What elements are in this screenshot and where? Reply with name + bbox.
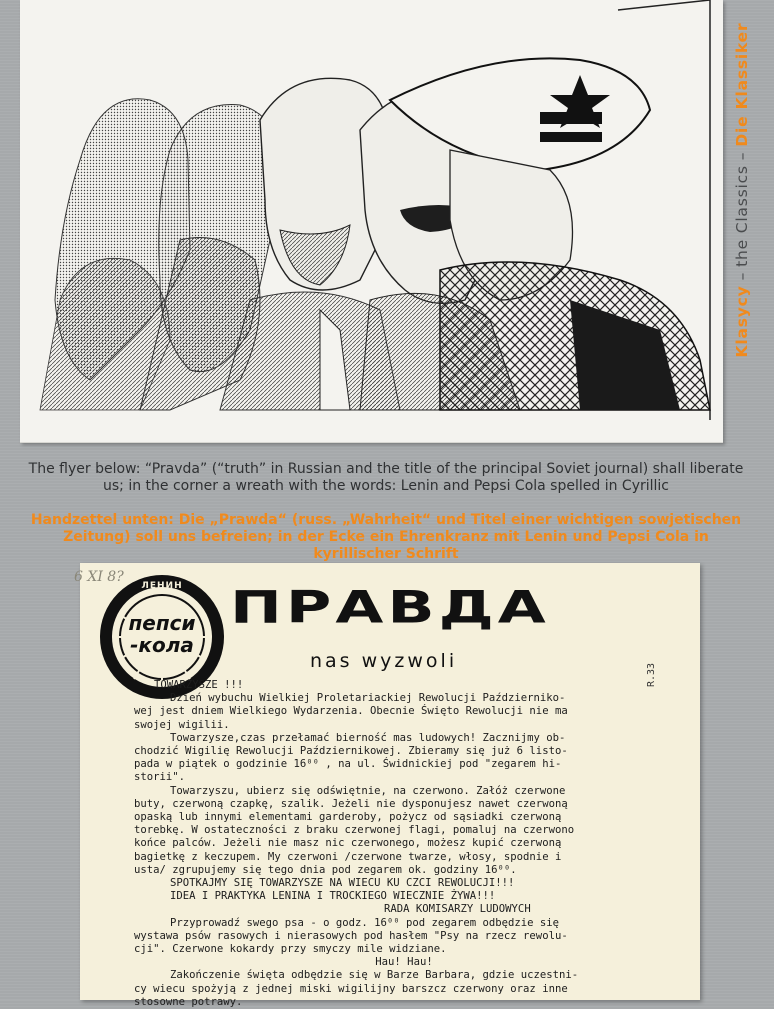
title-polish: Klasycy bbox=[733, 285, 751, 358]
caption-german: Handzettel unten: Die „Prawda“ (russ. „Wahrheit“ und Titel einer wichtigen sowjetischen Zeitung) soll uns befreien; in der Ecke ein Ehrenkranz mit Lenin und Pepsi Cola in kyrillischer Schrift bbox=[30, 512, 742, 562]
flyer-line: storii". bbox=[134, 771, 186, 784]
title-separator: – bbox=[733, 271, 751, 281]
flyer-line: cy wiecu spożyją z jednej miski wigilijny barszcz czerwony oraz inne bbox=[134, 982, 568, 995]
flyer-subheadline: nas wyzwoli bbox=[310, 650, 458, 672]
flyer-line: pada w piątek o godzinie 16⁰⁰ , na ul. Świdnickiej pod "zegarem hi- bbox=[134, 758, 562, 771]
title-english: the Classics bbox=[733, 165, 751, 267]
handwritten-note: 6 XI 8? bbox=[74, 569, 124, 585]
title-separator: – bbox=[733, 151, 751, 161]
flyer-signature: RADA KOMISARZY LUDOWYCH bbox=[384, 903, 531, 916]
flyer-line: Przyprowadź swego psa - o godz. 16⁰⁰ pod zegarem odbędzie się bbox=[170, 916, 560, 929]
flyer-line: końce palców. Jeżeli nie masz nic czerwonego, możesz kupić czerwoną bbox=[134, 837, 562, 850]
pravda-flyer bbox=[74, 563, 700, 1008]
wreath-line-2: -кола bbox=[130, 633, 194, 657]
flyer-line: wej jest dniem Wielkiego Wydarzenia. Obecnie Święto Rewolucji nie ma bbox=[134, 705, 568, 718]
flyer-line: Hau! Hau! bbox=[375, 956, 433, 969]
flyer-line: usta/ zgrupujemy się tego dnia pod zegarem ok. godziny 16⁰⁰. bbox=[134, 863, 517, 876]
flyer-line: chodzić Wigilię Rewolucji Październikowej. Zbieramy się już 6 listo- bbox=[134, 745, 568, 758]
classics-illustration bbox=[20, 0, 723, 443]
title-german: Die Klassiker bbox=[733, 22, 751, 147]
flyer-line: stosowne potrawy. bbox=[134, 995, 243, 1008]
flyer-line: bagietkę z keczupem. My czerwoni /czerwone twarze, włosy, spodnie i bbox=[134, 850, 562, 863]
flyer-body bbox=[134, 679, 674, 1009]
flyer-line: torebkę. W ostateczności z braku czerwonej flagi, pomaluj na czerwono bbox=[134, 824, 575, 837]
flyer-line: Zakończenie święta odbędzie się w Barze Barbara, gdzie uczestni- bbox=[170, 969, 579, 982]
flyer-line: Dzień wybuchu Wielkiej Proletariackiej Rewolucji Październiko- bbox=[170, 692, 566, 705]
flyer-line: opaską lub innymi elementami garderoby, pożycz od sąsiadki czerwoną bbox=[134, 811, 562, 824]
flyer-line: wystawa psów rasowych i nierasowych pod hasłem "Psy na rzecz rewolu- bbox=[134, 929, 568, 942]
vertical-title bbox=[728, 0, 756, 380]
flyer-headline: ПРАВДА bbox=[230, 580, 550, 634]
caption-english: The flyer below: “Pravda” (“truth” in Russian and the title of the principal Soviet journal) shall liberate us; in the corner a wreath with the words: Lenin and Pepsi Cola spelled in Cyrillic bbox=[28, 461, 744, 494]
flyer-line: TOWARZYSZE !!! bbox=[154, 679, 244, 691]
flyer-line: buty, czerwoną czapkę, szalik. Jeżeli nie dysponujesz nawet czerwoną bbox=[134, 797, 568, 810]
flyer-line: SPOTKAJMY SIĘ TOWARZYSZE NA WIECU KU CZCI REWOLUCJI!!! bbox=[170, 877, 515, 890]
wreath-top-text: ЛЕНИН bbox=[141, 581, 183, 591]
classics-portrait-drawing-icon bbox=[20, 0, 723, 442]
flyer-line: swojej wigilii. bbox=[134, 718, 230, 731]
wreath-line-1: пепси bbox=[128, 611, 196, 635]
side-mark: R.33 bbox=[646, 662, 657, 687]
flyer-line: Towarzyszu, ubierz się odświętnie, na czerwono. Załóż czerwone bbox=[170, 784, 566, 797]
flyer-line: IDEA I PRAKTYKA LENINA I TROCKIEGO WIECZNIE ŻYWA!!! bbox=[170, 890, 496, 903]
flyer-line: cji". Czerwone kokardy przy smyczy mile widziane. bbox=[134, 943, 447, 956]
flyer-line: Towarzysze,czas przełamać bierność mas ludowych! Zacznijmy ob- bbox=[170, 731, 566, 744]
